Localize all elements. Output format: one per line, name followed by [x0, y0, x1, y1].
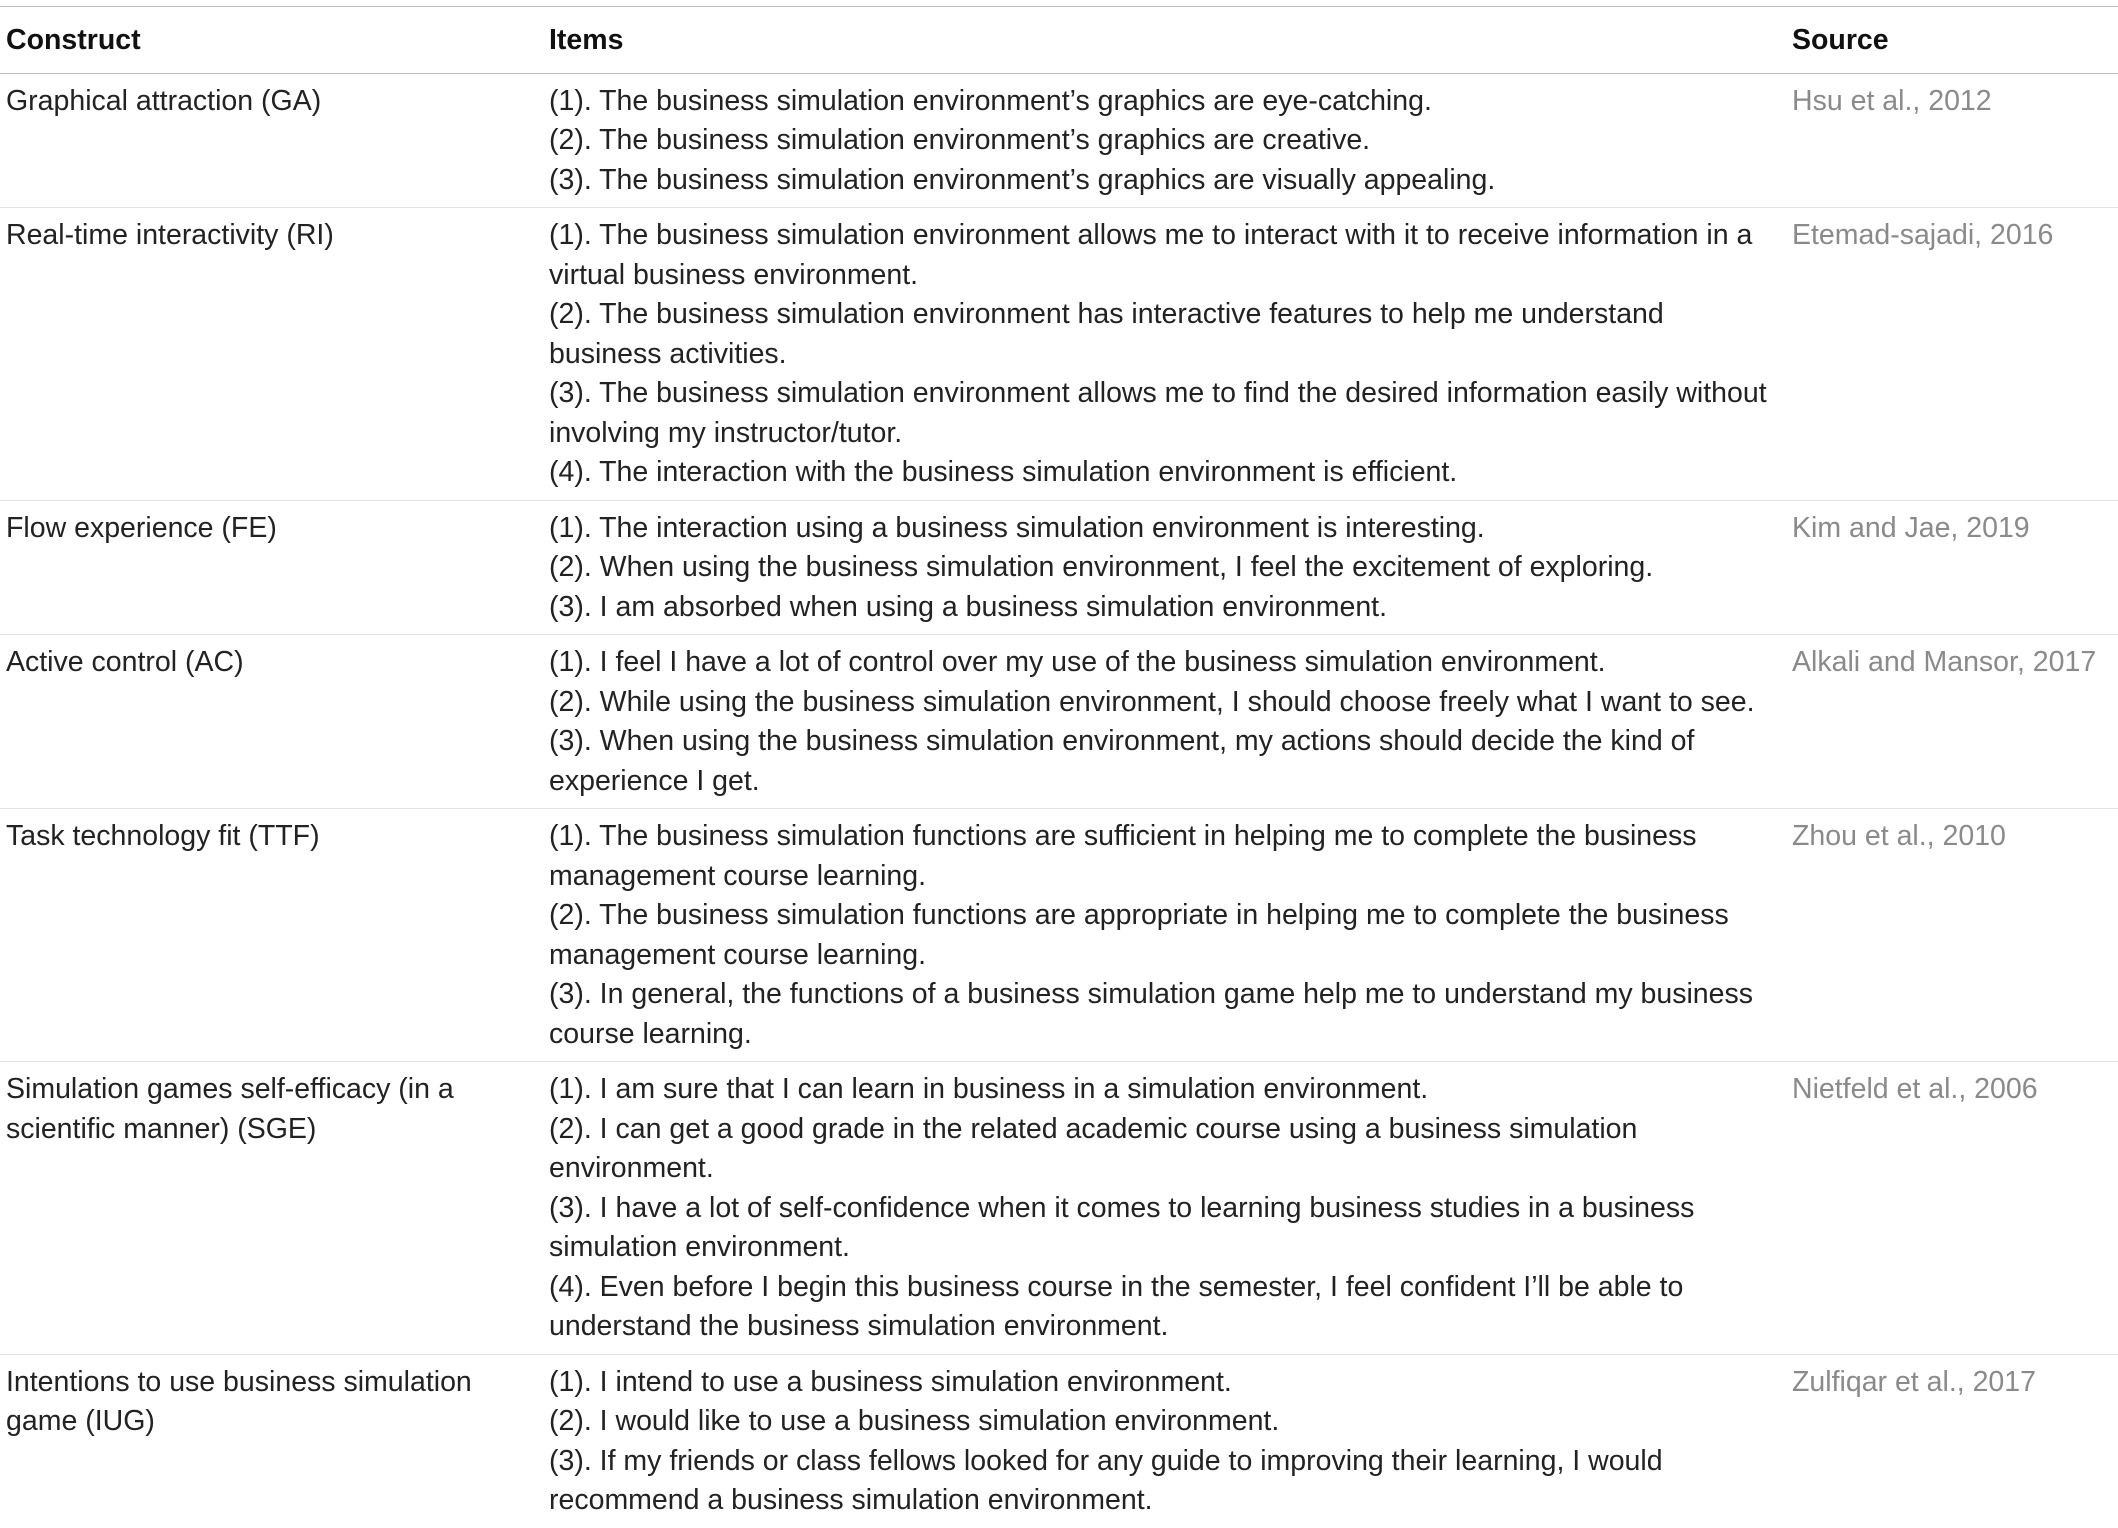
item-text: (2). The business simulation environment has interactive features to help me understand business activities. [549, 298, 1664, 370]
item-text: (3). The business simulation environment’s graphics are visually appealing. [549, 163, 1496, 196]
item-text: (3). I am absorbed when using a business simulation environment. [549, 590, 1388, 623]
table-row [0, 1354, 2118, 1528]
construct-cell: Graphical attraction (GA) [0, 73, 549, 208]
source-cell: Etemad-sajadi, 2016 [1792, 208, 2118, 501]
item-text: (4). Even before I begin this business course in the semester, I feel confident I’ll be able to understand the business simulation environment. [549, 1270, 1684, 1342]
item-text: (4). The interaction with the business simulation environment is efficient. [549, 456, 1458, 488]
source-cell: Nietfeld et al., 2006 [1792, 1062, 2118, 1355]
construct-cell: Task technology fit (TTF) [0, 809, 549, 1062]
table-row [0, 73, 2118, 208]
table-row [0, 809, 2118, 1062]
source-cell: Zulfiqar et al., 2017 [1792, 1365, 2036, 1398]
items-cell [549, 208, 1792, 501]
source-cell: Alkali and Mansor, 2017 [1792, 635, 2118, 809]
header-items: Items [549, 7, 1792, 74]
item-text: (3). In general, the functions of a business simulation game help me to understand my business course learning. [549, 978, 1753, 1050]
table-row [0, 208, 2118, 501]
source-cell: Zhou et al., 2010 [1792, 809, 2118, 1062]
construct-cell: Simulation games self-efficacy (in a scientific manner) (SGE) [0, 1062, 549, 1355]
item-text: (2). When using the business simulation environment, I feel the excitement of exploring. [549, 551, 1654, 583]
items-cell [549, 809, 1792, 1062]
item-text: (3). If my friends or class fellows looked for any guide to improving their learning, I would recommend a business simulation environment. [549, 1444, 1663, 1516]
item-text: (2). I can get a good grade in the related academic course using a business simulation environment. [549, 1112, 1638, 1184]
item-text: (1). The business simulation environment allows me to interact with it to receive information in a virtual business environment. [549, 219, 1753, 291]
item-text: (2). While using the business simulation environment, I should choose freely what I want to see. [549, 685, 1755, 718]
header-construct: Construct [0, 7, 549, 74]
table-row [0, 500, 2118, 635]
item-text: (3). The business simulation environment allows me to find the desired information easily without involving my instructor/tutor. [549, 377, 1767, 449]
items-cell [549, 1062, 1792, 1355]
item-text: (2). The business simulation functions are appropriate in helping me to complete the business management course learning. [549, 899, 1729, 971]
table-header-row [0, 7, 2118, 74]
item-text: (1). The business simulation environment’s graphics are eye-catching. [549, 84, 1432, 117]
items-cell [549, 73, 1792, 208]
construct-cell: Flow experience (FE) [0, 500, 549, 635]
construct-cell: Active control (AC) [0, 635, 549, 809]
constructs-table-container [0, 6, 2118, 1528]
construct-cell: Real-time interactivity (RI) [0, 208, 549, 501]
table-body [0, 73, 2118, 1528]
item-text: (3). I have a lot of self-confidence when it comes to learning business studies in a business simulation environment. [549, 1191, 1695, 1263]
item-text: (1). I intend to use a business simulation environment. [549, 1365, 1232, 1398]
item-text: (1). The interaction using a business simulation environment is interesting. [549, 511, 1485, 544]
item-text: (1). I am sure that I can learn in business in a simulation environment. [549, 1073, 1429, 1105]
items-cell [549, 1354, 1792, 1528]
table-row [0, 1062, 2118, 1355]
items-cell [549, 635, 1792, 809]
items-cell [549, 500, 1792, 635]
table-row [0, 635, 2118, 809]
item-text: (2). I would like to use a business simulation environment. [549, 1405, 1280, 1437]
constructs-table [0, 6, 2118, 1528]
item-text: (1). I feel I have a lot of control over my use of the business simulation environment. [549, 646, 1606, 678]
source-cell: Kim and Jae, 2019 [1792, 500, 2118, 635]
source-cell: Hsu et al., 2012 [1792, 73, 2118, 208]
header-source: Source [1792, 7, 2118, 74]
construct-cell: Intentions to use business simulation game (IUG) [6, 1365, 472, 1437]
item-text: (1). The business simulation functions are sufficient in helping me to complete the business management course learning. [549, 820, 1697, 892]
item-text: (3). When using the business simulation environment, my actions should decide the kind of experience I get. [549, 725, 1695, 797]
item-text: (2). The business simulation environment’s graphics are creative. [549, 124, 1371, 156]
